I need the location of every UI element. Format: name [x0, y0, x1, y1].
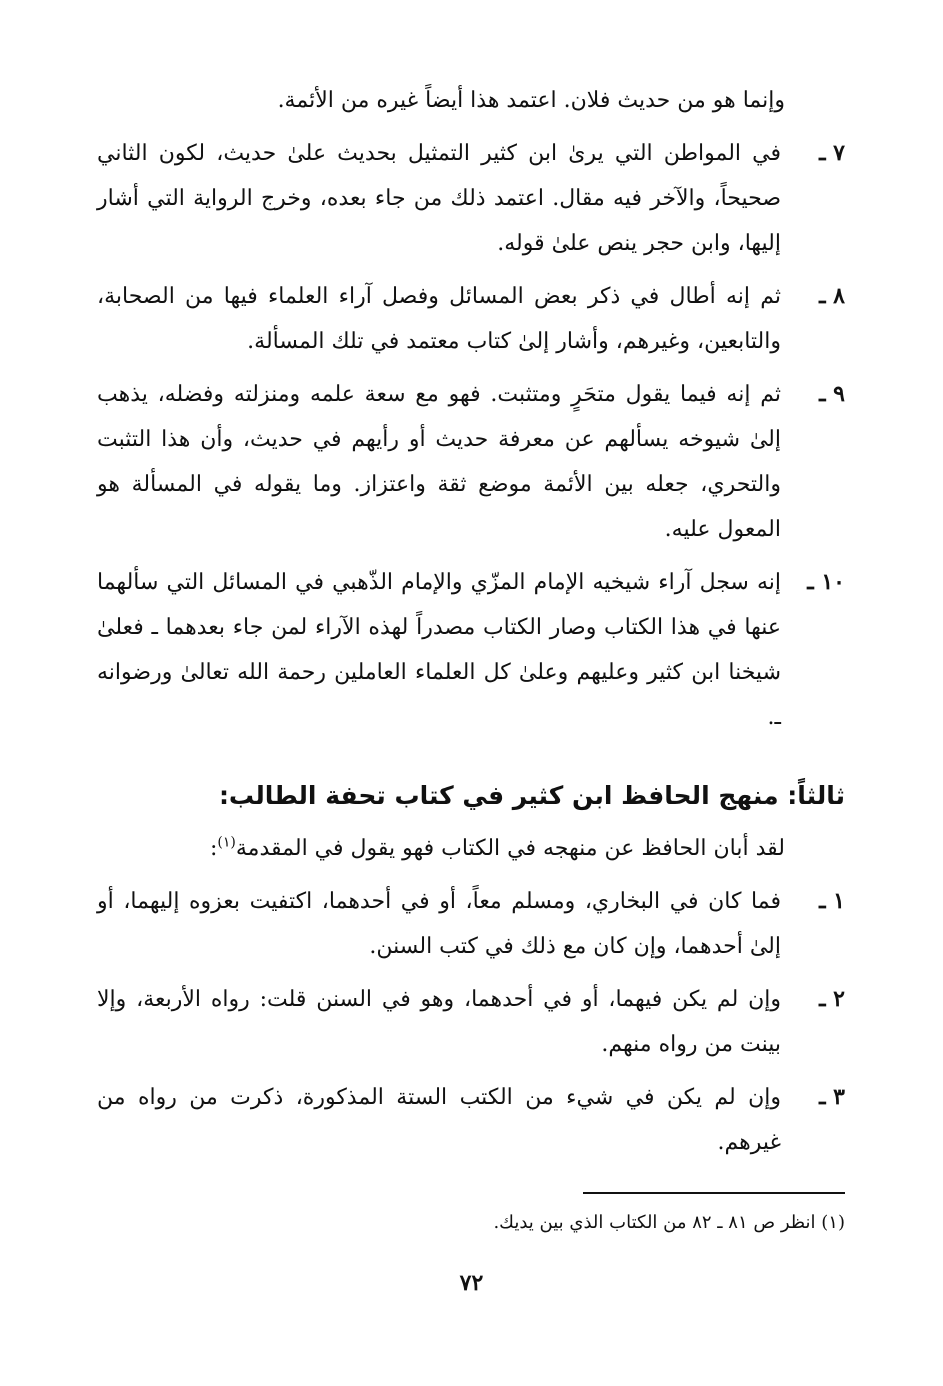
item-number: ٩ ـ	[819, 381, 845, 407]
footnote-text: (١) انظر ص ٨١ ـ ٨٢ من الكتاب الذي بين يديك.	[493, 1212, 845, 1233]
list-item	[97, 1075, 845, 1165]
page-body	[97, 78, 845, 1165]
item-text: ثم إنه فيما يقول متحَرٍ ومتثبت. فهو مع سعة علمه ومنزلته وفضله، يذهب إلىٰ شيوخه يسألهم عن معرفة حديث أو رأيهم في حديث، وأن هذا التثبت والتحري، جعله بين الأئمة موضع ثقة واعتزاز. وما يقوله في المسألة هو المعول عليه.	[97, 382, 781, 542]
intro-text: لقد أبان الحافظ عن منهجه في الكتاب فهو يقول في المقدمة	[235, 836, 785, 861]
item-text: وإن لم يكن فيهما، أو في أحدهما، وهو في السنن قلت: رواه الأربعة، وإلا بينت من رواه منهم.	[97, 987, 781, 1057]
continuation-paragraph: وإنما هو من حديث فلان. اعتمد هذا أيضاً غيره من الأئمة.	[277, 88, 785, 113]
item-number: ١٠ ـ	[807, 569, 845, 595]
item-number: ١ ـ	[819, 888, 845, 914]
list-item	[97, 977, 845, 1067]
page-number: ٧٢	[459, 1270, 484, 1296]
item-text: وإن لم يكن في شيء من الكتب الستة المذكورة، ذكرت من رواه من غيرهم.	[97, 1085, 781, 1155]
footnote-divider	[583, 1192, 845, 1194]
item-number: ٢ ـ	[819, 986, 845, 1012]
list-item	[97, 879, 845, 969]
intro-paragraph	[97, 826, 845, 871]
footnote-reference[interactable]: (١)	[217, 834, 236, 851]
item-number: ٨ ـ	[819, 283, 845, 309]
list-item	[97, 131, 845, 266]
item-text: في المواطن التي يرىٰ ابن كثير التمثيل بحديث علىٰ حديث، لكون الثاني صحيحاً، والآخر فيه مقال. اعتمد ذلك من جاء بعده، وخرج الرواية التي أشار إليها، وابن حجر ينص علىٰ قوله.	[97, 141, 781, 256]
item-text: إنه سجل آراء شيخيه الإمام المزّي والإمام الذّهبي في المسائل التي سألهما عنها في هذا الكتاب وصار الكتاب مصدراً لهذه الآراء لمن جاء بعدهما ـ فعلىٰ شيخنا ابن كثير وعليهم وعلىٰ كل العلماء العاملين رحمة الله تعالىٰ ورضوانه ـ.	[97, 570, 781, 730]
section-heading: ثالثاً: منهج الحافظ ابن كثير في كتاب تحفة الطالب:	[218, 781, 845, 810]
item-text: ثم إنه أطال في ذكر بعض المسائل وفصل آراء العلماء فيها من الصحابة، والتابعين، وغيرهم، وأشار إلىٰ كتاب معتمد في تلك المسألة.	[97, 284, 781, 354]
intro-trail: :	[210, 836, 218, 861]
item-text: فما كان في البخاري، ومسلم معاً، أو في أحدهما، اكتفيت بعزوه إليهما، أو إلىٰ أحدهما، وإن كان مع ذلك في كتب السنن.	[97, 889, 781, 959]
list-item	[97, 274, 845, 364]
item-number: ٣ ـ	[819, 1084, 845, 1110]
item-number: ٧ ـ	[819, 140, 845, 166]
list-item	[97, 372, 845, 552]
list-item	[97, 560, 845, 740]
